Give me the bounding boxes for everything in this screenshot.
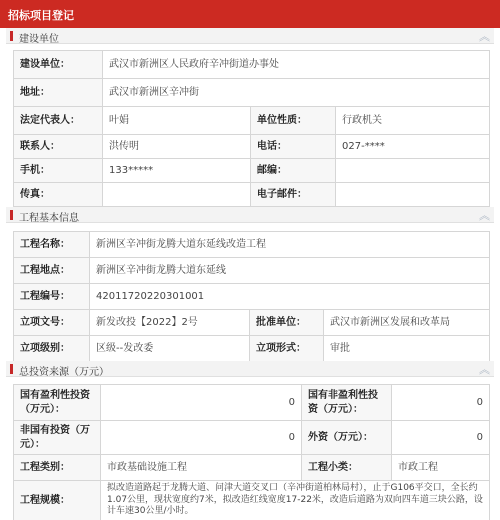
state-profit-value: 0 (101, 385, 302, 421)
approval-form-value: 审批 (324, 336, 490, 362)
state-profit-label: 国有盈利性投资（万元）： (14, 385, 101, 421)
section-title: 总投资来源（万元） (19, 367, 109, 378)
collapse-chevron-icon[interactable]: ︽ (479, 30, 490, 43)
approval-level-value: 区级--发改委 (90, 336, 250, 362)
fax-value (103, 183, 251, 207)
table-row (14, 107, 490, 135)
table-row (14, 336, 490, 362)
approval-doc-value: 新发改投【2022】2号 (90, 310, 250, 336)
foreign-label: 外资（万元）： (302, 421, 392, 455)
category-label: 工程类别： (14, 455, 101, 481)
unit-nature-label: 单位性质： (251, 107, 336, 135)
state-nonprofit-value: 0 (392, 385, 490, 421)
subcategory-value: 市政工程 (392, 455, 490, 481)
table-row (14, 258, 490, 284)
unit-label: 建设单位： (14, 51, 103, 79)
contact-label: 联系人： (14, 135, 103, 159)
section-marker-icon (10, 364, 13, 374)
table-row (14, 481, 490, 520)
scale-label: 工程规模： (14, 481, 101, 520)
mobile-value: 133***** (103, 159, 251, 183)
address-label: 地址： (14, 79, 103, 107)
investment-table (13, 384, 490, 520)
table-row (14, 232, 490, 258)
collapse-chevron-icon[interactable]: ︽ (479, 363, 490, 376)
contact-value: 洪传明 (103, 135, 251, 159)
scale-value: 拟改造道路起于龙腾大道、问津大道交叉口（辛冲街道柏林局村），止于G106平交口，全长约1.07公里，现状宽度约7米，拟改造红线宽度17-22米，改造后道路为双向四车道三块公路，设计车速30公里/小时。 (101, 481, 490, 520)
table-row (14, 310, 490, 336)
project-code-value: 42011720220301001 (90, 284, 490, 310)
table-row (14, 79, 490, 107)
approval-doc-label: 立项文号： (14, 310, 90, 336)
approval-unit-value: 武汉市新洲区发展和改革局 (324, 310, 490, 336)
foreign-value: 0 (392, 421, 490, 455)
unit-value: 武汉市新洲区人民政府辛冲街道办事处 (103, 51, 490, 79)
project-info-table (13, 231, 490, 362)
fax-label: 传真： (14, 183, 103, 207)
table-row (14, 159, 490, 183)
email-label: 电子邮件： (251, 183, 336, 207)
approval-form-label: 立项形式： (250, 336, 324, 362)
table-row (14, 421, 490, 455)
table-row (14, 455, 490, 481)
project-code-label: 工程编号： (14, 284, 90, 310)
table-row (14, 51, 490, 79)
section-title: 建设单位 (19, 34, 59, 45)
window-title-bar (0, 0, 500, 28)
project-location-value: 新洲区辛冲街龙腾大道东延线 (90, 258, 490, 284)
state-nonprofit-label: 国有非盈利性投资（万元）： (302, 385, 392, 421)
mobile-label: 手机： (14, 159, 103, 183)
table-row (14, 135, 490, 159)
nonstate-value: 0 (101, 421, 302, 455)
section-title: 工程基本信息 (19, 213, 79, 224)
section-header-construction-unit[interactable] (6, 28, 494, 44)
postcode-label: 邮编： (251, 159, 336, 183)
page-title: 招标项目登记 (8, 9, 74, 22)
postcode-value (336, 159, 490, 183)
collapse-chevron-icon[interactable]: ︽ (479, 209, 490, 222)
project-name-label: 工程名称： (14, 232, 90, 258)
table-row (14, 183, 490, 207)
section-marker-icon (10, 31, 13, 41)
unit-nature-value: 行政机关 (336, 107, 490, 135)
approval-level-label: 立项级别： (14, 336, 90, 362)
legal-rep-label: 法定代表人： (14, 107, 103, 135)
section-header-project-info[interactable] (6, 207, 494, 223)
phone-label: 电话： (251, 135, 336, 159)
subcategory-label: 工程小类： (302, 455, 392, 481)
section-header-investment[interactable] (6, 361, 494, 377)
construction-unit-table (13, 50, 490, 207)
project-name-value: 新洲区辛冲街龙腾大道东延线改造工程 (90, 232, 490, 258)
legal-rep-value: 叶娟 (103, 107, 251, 135)
project-location-label: 工程地点： (14, 258, 90, 284)
category-value: 市政基础设施工程 (101, 455, 302, 481)
table-row (14, 284, 490, 310)
section-marker-icon (10, 210, 13, 220)
email-value (336, 183, 490, 207)
address-value: 武汉市新洲区辛冲街 (103, 79, 490, 107)
phone-value: 027-**** (336, 135, 490, 159)
table-row (14, 385, 490, 421)
approval-unit-label: 批准单位： (250, 310, 324, 336)
nonstate-label: 非国有投资（万元）： (14, 421, 101, 455)
